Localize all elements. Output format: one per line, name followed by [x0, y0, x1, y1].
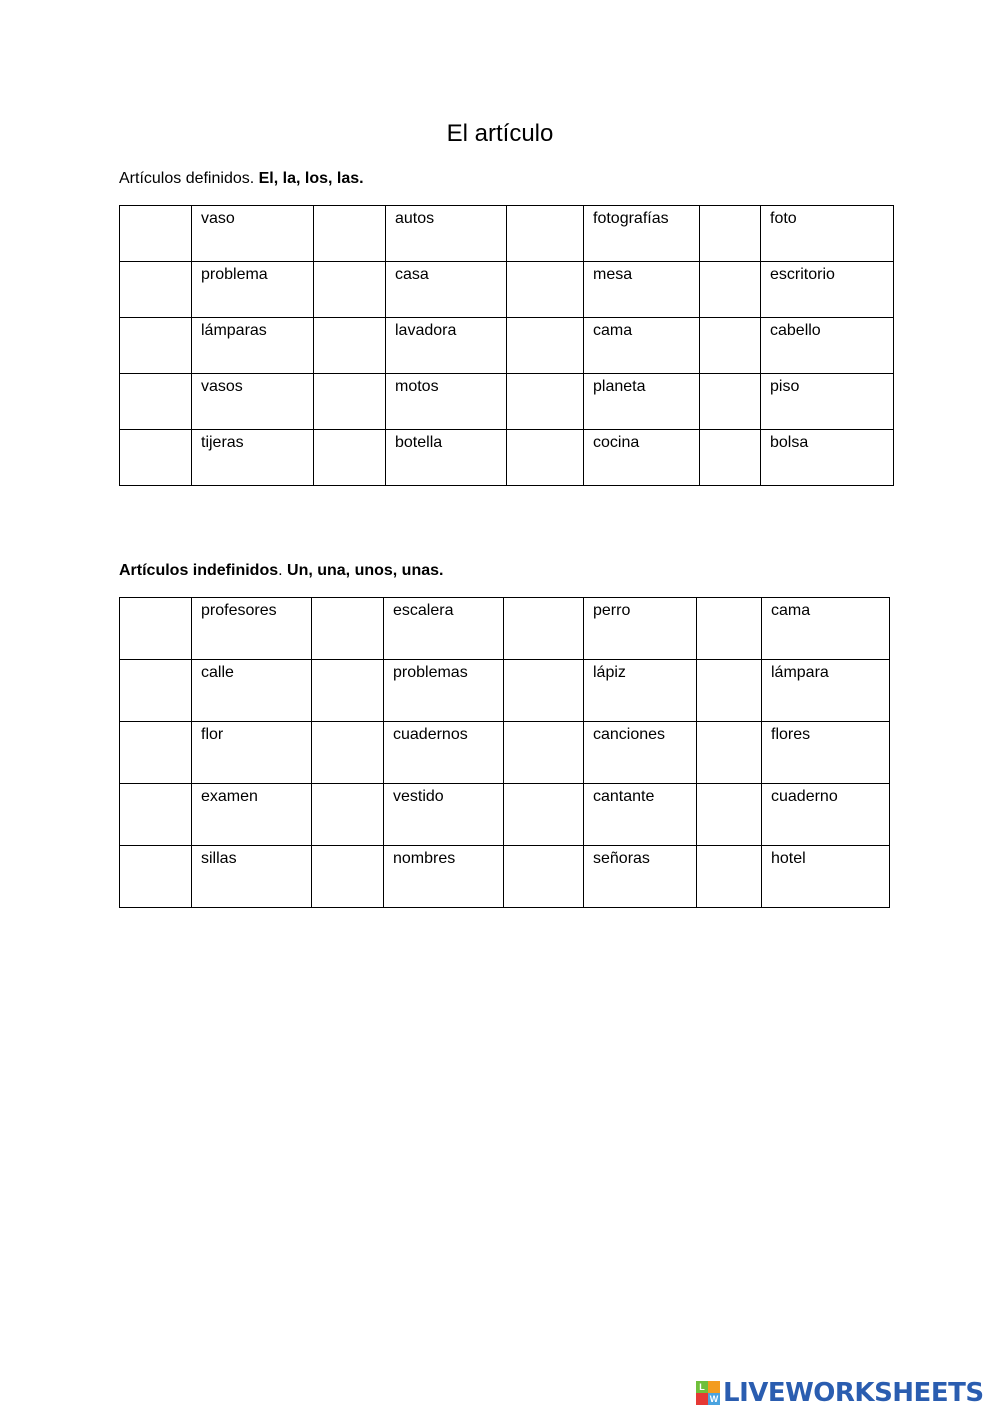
noun-cell: mesa	[584, 262, 700, 318]
noun-cell: tijeras	[192, 430, 314, 486]
article-blank-cell[interactable]	[120, 262, 192, 318]
article-answer-input[interactable]	[709, 210, 760, 228]
noun-cell: fotografías	[584, 206, 700, 262]
article-answer-input[interactable]	[129, 788, 191, 806]
noun-cell: vestido	[384, 784, 504, 846]
article-blank-cell[interactable]	[697, 784, 762, 846]
noun-cell: sillas	[192, 846, 312, 908]
article-blank-cell[interactable]	[700, 374, 761, 430]
article-blank-cell[interactable]	[504, 784, 584, 846]
article-answer-input[interactable]	[321, 602, 383, 620]
article-blank-cell[interactable]	[120, 722, 192, 784]
article-answer-input[interactable]	[129, 726, 191, 744]
noun-cell: problemas	[384, 660, 504, 722]
article-blank-cell[interactable]	[314, 262, 386, 318]
article-blank-cell[interactable]	[314, 374, 386, 430]
article-answer-input[interactable]	[321, 850, 383, 868]
article-blank-cell[interactable]	[697, 660, 762, 722]
noun-cell: flor	[192, 722, 312, 784]
article-answer-input[interactable]	[706, 602, 761, 620]
article-answer-input[interactable]	[516, 210, 583, 228]
noun-cell: cama	[584, 318, 700, 374]
article-blank-cell[interactable]	[120, 374, 192, 430]
article-blank-cell[interactable]	[120, 430, 192, 486]
noun-cell: lámpara	[762, 660, 890, 722]
article-blank-cell[interactable]	[120, 206, 192, 262]
article-answer-input[interactable]	[516, 266, 583, 284]
article-answer-input[interactable]	[129, 378, 191, 396]
article-blank-cell[interactable]	[312, 598, 384, 660]
article-blank-cell[interactable]	[507, 318, 584, 374]
logo-icon-letter-w: W	[709, 1394, 719, 1404]
noun-cell: nombres	[384, 846, 504, 908]
table-row	[120, 430, 894, 486]
noun-cell: cantante	[584, 784, 697, 846]
article-answer-input[interactable]	[321, 726, 383, 744]
section-definite-label-text: Artículos definidos.	[119, 170, 259, 187]
section-indefinite-articles: Un, una, unos, unas.	[287, 562, 444, 579]
noun-cell: perro	[584, 598, 697, 660]
article-blank-cell[interactable]	[504, 846, 584, 908]
section-definite-articles: El, la, los, las.	[258, 170, 364, 187]
table-row	[120, 262, 894, 318]
article-answer-input[interactable]	[706, 726, 761, 744]
section-definite-label	[119, 170, 364, 188]
page-title: El artículo	[446, 120, 554, 147]
article-answer-input[interactable]	[516, 378, 583, 396]
article-answer-input[interactable]	[516, 434, 583, 452]
logo-icon-square	[708, 1381, 720, 1393]
article-blank-cell[interactable]	[507, 262, 584, 318]
article-blank-cell[interactable]	[507, 430, 584, 486]
table-row	[120, 846, 890, 908]
article-answer-input[interactable]	[513, 664, 583, 682]
article-answer-input[interactable]	[321, 664, 383, 682]
noun-cell: planeta	[584, 374, 700, 430]
section-indefinite-punct: .	[278, 562, 288, 579]
article-answer-input[interactable]	[129, 210, 191, 228]
article-blank-cell[interactable]	[312, 660, 384, 722]
noun-cell: motos	[386, 374, 507, 430]
noun-cell: lápiz	[584, 660, 697, 722]
noun-cell: lámparas	[192, 318, 314, 374]
article-blank-cell[interactable]	[507, 374, 584, 430]
noun-cell: cuaderno	[762, 784, 890, 846]
noun-cell: examen	[192, 784, 312, 846]
article-blank-cell[interactable]	[504, 598, 584, 660]
article-answer-input[interactable]	[129, 266, 191, 284]
article-answer-input[interactable]	[706, 850, 761, 868]
article-blank-cell[interactable]	[120, 846, 192, 908]
noun-cell: cama	[762, 598, 890, 660]
noun-cell: bolsa	[761, 430, 894, 486]
article-answer-input[interactable]	[513, 726, 583, 744]
article-answer-input[interactable]	[709, 378, 760, 396]
article-blank-cell[interactable]	[700, 262, 761, 318]
article-answer-input[interactable]	[709, 434, 760, 452]
article-blank-cell[interactable]	[700, 318, 761, 374]
article-blank-cell[interactable]	[697, 722, 762, 784]
article-blank-cell[interactable]	[314, 430, 386, 486]
table-row	[120, 598, 890, 660]
noun-cell: cocina	[584, 430, 700, 486]
table-row	[120, 374, 894, 430]
noun-cell: escritorio	[761, 262, 894, 318]
article-answer-input[interactable]	[706, 788, 761, 806]
logo-text: LIVEWORKSHEETS	[723, 1378, 984, 1408]
noun-cell: flores	[762, 722, 890, 784]
article-blank-cell[interactable]	[120, 660, 192, 722]
article-answer-input[interactable]	[323, 378, 385, 396]
definite-articles-table	[119, 205, 894, 486]
article-answer-input[interactable]	[516, 322, 583, 340]
article-blank-cell[interactable]	[697, 598, 762, 660]
noun-cell: vasos	[192, 374, 314, 430]
article-answer-input[interactable]	[129, 434, 191, 452]
table-row	[120, 206, 894, 262]
article-blank-cell[interactable]	[120, 318, 192, 374]
article-answer-input[interactable]	[709, 322, 760, 340]
noun-cell: cuadernos	[384, 722, 504, 784]
noun-cell: calle	[192, 660, 312, 722]
article-answer-input[interactable]	[513, 850, 583, 868]
noun-cell: piso	[761, 374, 894, 430]
table-row	[120, 722, 890, 784]
noun-cell: escalera	[384, 598, 504, 660]
article-answer-input[interactable]	[129, 664, 191, 682]
noun-cell: señoras	[584, 846, 697, 908]
article-answer-input[interactable]	[323, 210, 385, 228]
article-blank-cell[interactable]	[120, 784, 192, 846]
noun-cell: lavadora	[386, 318, 507, 374]
article-answer-input[interactable]	[129, 322, 191, 340]
article-answer-input[interactable]	[321, 788, 383, 806]
article-blank-cell[interactable]	[314, 206, 386, 262]
article-answer-input[interactable]	[323, 322, 385, 340]
article-answer-input[interactable]	[323, 266, 385, 284]
liveworksheets-logo-icon	[696, 1381, 720, 1405]
article-answer-input[interactable]	[706, 664, 761, 682]
article-blank-cell[interactable]	[504, 722, 584, 784]
article-blank-cell[interactable]	[314, 318, 386, 374]
article-blank-cell[interactable]	[120, 598, 192, 660]
noun-cell: cabello	[761, 318, 894, 374]
article-answer-input[interactable]	[323, 434, 385, 452]
table-row	[120, 784, 890, 846]
noun-cell: profesores	[192, 598, 312, 660]
article-answer-input[interactable]	[129, 850, 191, 868]
article-blank-cell[interactable]	[312, 722, 384, 784]
noun-cell: foto	[761, 206, 894, 262]
logo-icon-square	[696, 1393, 708, 1405]
noun-cell: autos	[386, 206, 507, 262]
article-answer-input[interactable]	[513, 602, 583, 620]
noun-cell: canciones	[584, 722, 697, 784]
article-blank-cell[interactable]	[312, 846, 384, 908]
article-blank-cell[interactable]	[700, 430, 761, 486]
article-blank-cell[interactable]	[504, 660, 584, 722]
article-blank-cell[interactable]	[507, 206, 584, 262]
noun-cell: problema	[192, 262, 314, 318]
indefinite-articles-table	[119, 597, 890, 908]
article-answer-input[interactable]	[513, 788, 583, 806]
table-row	[120, 318, 894, 374]
noun-cell: casa	[386, 262, 507, 318]
noun-cell: hotel	[762, 846, 890, 908]
table-row	[120, 660, 890, 722]
logo-icon-letter-l: L	[696, 1381, 708, 1393]
section-indefinite-label	[119, 562, 443, 580]
article-blank-cell[interactable]	[700, 206, 761, 262]
article-blank-cell[interactable]	[312, 784, 384, 846]
article-blank-cell[interactable]	[697, 846, 762, 908]
liveworksheets-logo	[696, 1378, 984, 1408]
noun-cell: botella	[386, 430, 507, 486]
article-answer-input[interactable]	[129, 602, 191, 620]
section-indefinite-label-text: Artículos indefinidos	[119, 562, 279, 579]
noun-cell: vaso	[192, 206, 314, 262]
article-answer-input[interactable]	[709, 266, 760, 284]
